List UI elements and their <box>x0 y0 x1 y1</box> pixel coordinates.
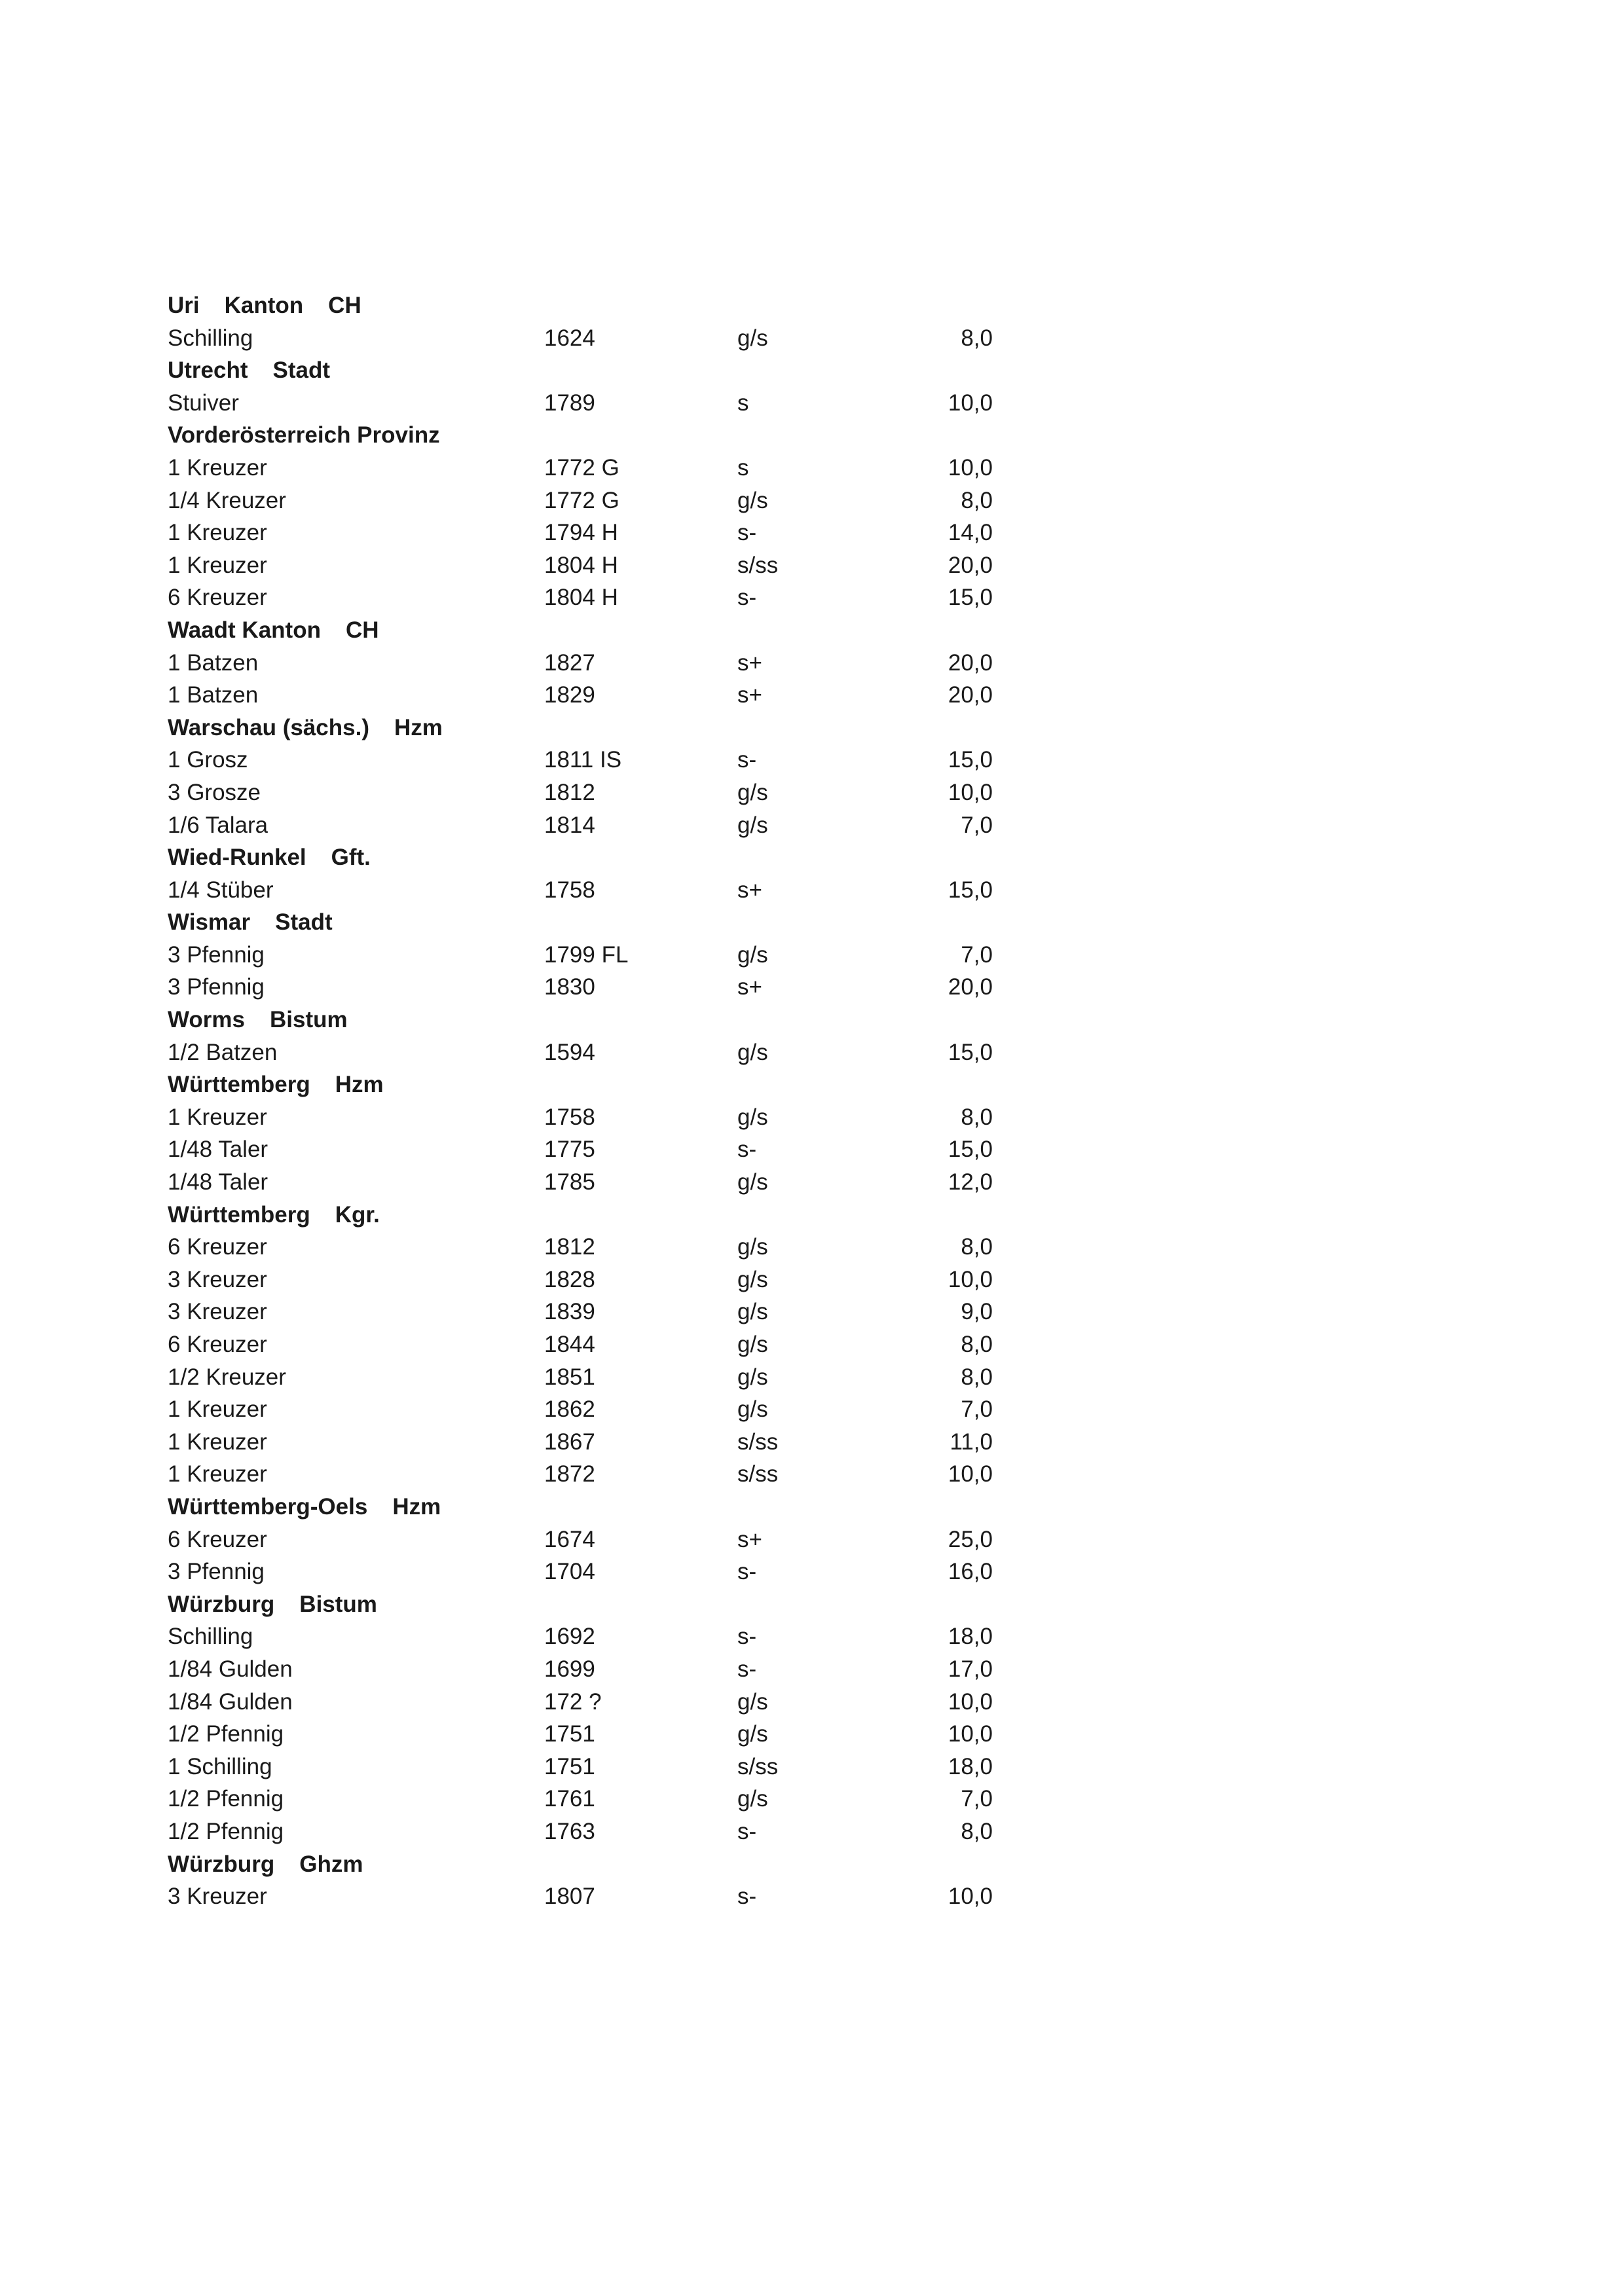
coin-row <box>168 1036 993 1069</box>
issuer-name: Waadt Kanton <box>168 617 321 643</box>
coin-denomination: 1/48 Taler <box>168 1137 268 1163</box>
coin-price: 20,0 <box>948 682 993 708</box>
coin-denomination: 3 Pfennig <box>168 941 265 968</box>
coin-row <box>168 581 993 614</box>
coin-year: 1812 <box>544 1234 595 1260</box>
issuer-type: Bistum <box>270 1007 348 1033</box>
issuer-heading <box>168 1588 993 1621</box>
coin-denomination: 1 Batzen <box>168 682 259 708</box>
coin-denomination: 1 Kreuzer <box>168 1396 267 1423</box>
coin-year: 1851 <box>544 1364 595 1390</box>
coin-row <box>168 744 993 776</box>
coin-price: 7,0 <box>961 812 993 838</box>
coin-year: 1772 G <box>544 487 619 513</box>
coin-price: 15,0 <box>948 877 993 903</box>
coin-denomination: Stuiver <box>168 390 239 416</box>
issuer-heading-text <box>168 289 361 322</box>
coin-denomination: 1/48 Taler <box>168 1169 268 1195</box>
coin-price: 20,0 <box>948 649 993 676</box>
coin-denomination: Schilling <box>168 1624 253 1650</box>
coin-grade: g/s <box>737 1332 768 1357</box>
coin-year: 1775 <box>544 1137 595 1163</box>
coin-grade: s+ <box>737 649 762 676</box>
coin-price: 10,0 <box>948 390 993 416</box>
coin-price: 15,0 <box>948 585 993 611</box>
coin-year: 172 ? <box>544 1688 602 1715</box>
coin-row <box>168 1328 993 1361</box>
issuer-name: Utrecht <box>168 357 248 384</box>
coin-year: 1751 <box>544 1721 595 1747</box>
coin-grade: g/s <box>737 1786 768 1812</box>
coin-year: 1699 <box>544 1656 595 1682</box>
coin-denomination: 1 Kreuzer <box>168 552 267 578</box>
coin-denomination: 1/2 Pfennig <box>168 1786 284 1812</box>
coin-row <box>168 939 993 972</box>
issuer-type: Hzm <box>394 714 443 740</box>
issuer-heading <box>168 419 993 452</box>
coin-row <box>168 517 993 549</box>
coin-denomination: 1/2 Pfennig <box>168 1721 284 1747</box>
coin-year: 1867 <box>544 1429 595 1455</box>
coin-row <box>168 1166 993 1199</box>
coin-year: 1624 <box>544 325 595 351</box>
coin-denomination: 1/84 Gulden <box>168 1688 293 1715</box>
coin-year: 1804 H <box>544 585 618 611</box>
coin-denomination: 1 Kreuzer <box>168 1104 267 1130</box>
coin-row <box>168 874 993 907</box>
coin-year: 1827 <box>544 649 595 676</box>
issuer-type: Kgr. <box>335 1201 380 1228</box>
coin-row <box>168 1296 993 1328</box>
coin-row <box>168 776 993 809</box>
coin-row <box>168 484 993 517</box>
issuer-heading <box>168 1068 993 1101</box>
issuer-type: Hzm <box>392 1493 441 1520</box>
coin-year: 1785 <box>544 1169 595 1195</box>
coin-grade: g/s <box>737 1364 768 1390</box>
coin-row <box>168 1133 993 1166</box>
coin-price: 10,0 <box>948 1266 993 1292</box>
coin-grade: g/s <box>737 1104 768 1130</box>
issuer-type: Bistum <box>299 1591 377 1617</box>
coin-year: 1772 G <box>544 454 619 481</box>
coin-year: 1844 <box>544 1332 595 1357</box>
coin-row <box>168 809 993 842</box>
coin-price: 25,0 <box>948 1526 993 1552</box>
coin-year: 1828 <box>544 1266 595 1292</box>
issuer-heading <box>168 354 993 387</box>
coin-grade: g/s <box>737 1396 768 1423</box>
coin-year: 1794 H <box>544 520 618 546</box>
coin-denomination: 3 Kreuzer <box>168 1299 267 1325</box>
issuer-type: Hzm <box>335 1072 384 1098</box>
coin-grade: g/s <box>737 1266 768 1292</box>
coin-row <box>168 387 993 420</box>
issuer-heading <box>168 841 993 874</box>
coin-price: 10,0 <box>948 1721 993 1747</box>
coin-denomination: 1 Schilling <box>168 1753 272 1779</box>
issuer-name: Würzburg <box>168 1591 275 1617</box>
coin-denomination: 3 Pfennig <box>168 1559 265 1585</box>
coin-denomination: 1/2 Batzen <box>168 1039 278 1065</box>
issuer-name: Würzburg <box>168 1851 275 1877</box>
coin-year: 1692 <box>544 1624 595 1650</box>
coin-year: 1839 <box>544 1299 595 1325</box>
coin-price: 11,0 <box>950 1429 993 1455</box>
coin-year: 1789 <box>544 390 595 416</box>
coin-grade: s- <box>737 747 757 773</box>
issuer-name: Warschau (sächs.) <box>168 714 369 740</box>
coin-row <box>168 1718 993 1751</box>
coin-price: 10,0 <box>948 454 993 481</box>
issuer-name: Württemberg-Oels <box>168 1493 368 1520</box>
coin-year: 1763 <box>544 1818 595 1844</box>
coin-price: 10,0 <box>948 1688 993 1715</box>
coin-denomination: 3 Kreuzer <box>168 1266 267 1292</box>
coin-row <box>168 1653 993 1686</box>
coin-grade: s/ss <box>737 1461 779 1487</box>
coin-grade: s- <box>737 1656 757 1682</box>
coin-grade: g/s <box>737 1039 768 1065</box>
coin-grade: s <box>737 390 749 416</box>
issuer-heading-text <box>168 1588 377 1621</box>
coin-year: 1704 <box>544 1559 595 1585</box>
coin-denomination: 6 Kreuzer <box>168 1332 267 1357</box>
coin-row <box>168 1783 993 1815</box>
coin-denomination: 6 Kreuzer <box>168 1526 267 1552</box>
coin-grade: g/s <box>737 941 768 968</box>
issuer-name: Uri <box>168 293 200 318</box>
coin-year: 1799 FL <box>544 941 629 968</box>
issuer-type: Kanton <box>224 293 304 318</box>
issuer-name: Vorderösterreich Provinz <box>168 422 440 448</box>
coin-price: 15,0 <box>948 1039 993 1065</box>
coin-price: 8,0 <box>961 487 993 513</box>
coin-denomination: 1/2 Pfennig <box>168 1818 284 1844</box>
coin-row <box>168 1393 993 1426</box>
coin-year: 1758 <box>544 877 595 903</box>
coin-grade: s- <box>737 520 757 546</box>
issuer-name: Wismar <box>168 909 251 936</box>
issuer-heading-text <box>168 841 371 874</box>
coin-price: 8,0 <box>961 1234 993 1260</box>
coin-grade: s- <box>737 1559 757 1585</box>
coin-row <box>168 1458 993 1491</box>
coin-price: 20,0 <box>948 974 993 1000</box>
issuer-type: Stadt <box>275 909 333 936</box>
coin-row <box>168 1426 993 1459</box>
issuer-name: Wied-Runkel <box>168 845 306 871</box>
coin-denomination: 1/4 Kreuzer <box>168 487 286 513</box>
coin-grade: s/ss <box>737 1753 779 1779</box>
coin-grade: g/s <box>737 812 768 838</box>
issuer-heading <box>168 1848 993 1881</box>
coin-row <box>168 1686 993 1719</box>
issuer-heading <box>168 1004 993 1036</box>
coin-grade: g/s <box>737 487 768 513</box>
coin-price: 9,0 <box>961 1299 993 1325</box>
coin-price: 18,0 <box>948 1624 993 1650</box>
issuer-type: Stadt <box>272 357 331 384</box>
coin-denomination: 6 Kreuzer <box>168 585 267 611</box>
coin-row <box>168 1361 993 1394</box>
coin-grade: g/s <box>737 779 768 805</box>
coin-denomination: 1 Kreuzer <box>168 1461 267 1487</box>
coin-grade: s- <box>737 585 757 611</box>
coin-grade: s+ <box>737 974 762 1000</box>
coin-denomination: Schilling <box>168 325 253 351</box>
coin-grade: s- <box>737 1137 757 1163</box>
issuer-heading <box>168 712 993 744</box>
coin-row <box>168 679 993 712</box>
coin-price: 7,0 <box>961 1786 993 1812</box>
coin-year: 1829 <box>544 682 595 708</box>
coin-row <box>168 1880 993 1913</box>
coin-price: 10,0 <box>948 779 993 805</box>
coin-grade: s- <box>737 1818 757 1844</box>
coin-grade: s+ <box>737 877 762 903</box>
issuer-heading <box>168 1491 993 1523</box>
coin-denomination: 1 Kreuzer <box>168 1429 267 1455</box>
coin-year: 1758 <box>544 1104 595 1130</box>
coin-price: 10,0 <box>948 1884 993 1910</box>
coin-price: 8,0 <box>961 1332 993 1357</box>
coin-row <box>168 1264 993 1296</box>
issuer-heading-text <box>168 1491 441 1523</box>
coin-denomination: 1/6 Talara <box>168 812 268 838</box>
coin-grade: g/s <box>737 325 768 351</box>
coin-year: 1761 <box>544 1786 595 1812</box>
coin-price: 8,0 <box>961 1104 993 1130</box>
coin-year: 1594 <box>544 1039 595 1065</box>
coin-row <box>168 452 993 484</box>
issuer-name: Worms <box>168 1007 245 1033</box>
coin-price: 8,0 <box>961 1364 993 1390</box>
coin-price: 15,0 <box>948 1137 993 1163</box>
coin-row <box>168 1523 993 1556</box>
coin-price: 15,0 <box>948 747 993 773</box>
coin-year: 1812 <box>544 779 595 805</box>
coin-year: 1751 <box>544 1753 595 1779</box>
coin-row <box>168 1815 993 1848</box>
coin-year: 1814 <box>544 812 595 838</box>
coin-denomination: 1/84 Gulden <box>168 1656 293 1682</box>
coin-price: 10,0 <box>948 1461 993 1487</box>
coin-denomination: 1 Batzen <box>168 649 259 676</box>
coin-denomination: 1/2 Kreuzer <box>168 1364 286 1390</box>
coin-list <box>168 289 993 1913</box>
coin-price: 18,0 <box>948 1753 993 1779</box>
coin-row <box>168 1231 993 1264</box>
issuer-heading-text <box>168 906 333 939</box>
issuer-heading-text <box>168 1004 348 1036</box>
issuer-abbr: CH <box>328 293 361 318</box>
issuer-heading-text <box>168 354 330 387</box>
issuer-type: Ghzm <box>299 1851 363 1877</box>
coin-grade: g/s <box>737 1169 768 1195</box>
coin-grade: s- <box>737 1624 757 1650</box>
coin-row <box>168 322 993 355</box>
issuer-heading <box>168 289 993 322</box>
coin-denomination: 1 Grosz <box>168 747 248 773</box>
issuer-heading-text <box>168 419 440 452</box>
coin-price: 17,0 <box>948 1656 993 1682</box>
coin-denomination: 6 Kreuzer <box>168 1234 267 1260</box>
coin-denomination: 3 Kreuzer <box>168 1884 267 1910</box>
coin-row <box>168 647 993 680</box>
coin-row <box>168 1556 993 1588</box>
coin-grade: g/s <box>737 1299 768 1325</box>
coin-denomination: 1/4 Stüber <box>168 877 274 903</box>
coin-year: 1862 <box>544 1396 595 1423</box>
issuer-heading-text <box>168 1068 384 1101</box>
coin-row <box>168 1751 993 1783</box>
coin-grade: g/s <box>737 1234 768 1260</box>
coin-year: 1872 <box>544 1461 595 1487</box>
coin-year: 1830 <box>544 974 595 1000</box>
coin-grade: s- <box>737 1884 757 1910</box>
issuer-type: CH <box>345 617 379 643</box>
issuer-type: Gft. <box>331 845 371 871</box>
issuer-heading <box>168 906 993 939</box>
issuer-heading-text <box>168 614 379 647</box>
coin-row <box>168 1620 993 1653</box>
coin-row <box>168 549 993 582</box>
coin-price: 20,0 <box>948 552 993 578</box>
coin-price: 14,0 <box>948 520 993 546</box>
coin-year: 1674 <box>544 1526 595 1552</box>
coin-year: 1811 IS <box>544 747 622 773</box>
coin-price: 7,0 <box>961 941 993 968</box>
coin-denomination: 1 Kreuzer <box>168 454 267 481</box>
coin-year: 1807 <box>544 1884 595 1910</box>
coin-row <box>168 971 993 1004</box>
coin-grade: s/ss <box>737 552 779 578</box>
issuer-name: Württemberg <box>168 1201 310 1228</box>
coin-grade: s+ <box>737 682 762 708</box>
coin-denomination: 1 Kreuzer <box>168 520 267 546</box>
issuer-name: Württemberg <box>168 1072 310 1098</box>
coin-denomination: 3 Grosze <box>168 779 261 805</box>
coin-grade: s+ <box>737 1526 762 1552</box>
coin-price: 12,0 <box>948 1169 993 1195</box>
coin-grade: g/s <box>737 1688 768 1715</box>
coin-grade: s/ss <box>737 1429 779 1455</box>
coin-price: 8,0 <box>961 325 993 351</box>
issuer-heading-text <box>168 1848 363 1881</box>
coin-price: 16,0 <box>948 1559 993 1585</box>
coin-denomination: 3 Pfennig <box>168 974 265 1000</box>
coin-price: 7,0 <box>961 1396 993 1423</box>
issuer-heading <box>168 1199 993 1231</box>
coin-grade: s <box>737 454 749 481</box>
coin-price: 8,0 <box>961 1818 993 1844</box>
issuer-heading-text <box>168 712 443 744</box>
issuer-heading <box>168 614 993 647</box>
coin-row <box>168 1101 993 1134</box>
coin-year: 1804 H <box>544 552 618 578</box>
coin-grade: g/s <box>737 1721 768 1747</box>
issuer-heading-text <box>168 1199 380 1231</box>
